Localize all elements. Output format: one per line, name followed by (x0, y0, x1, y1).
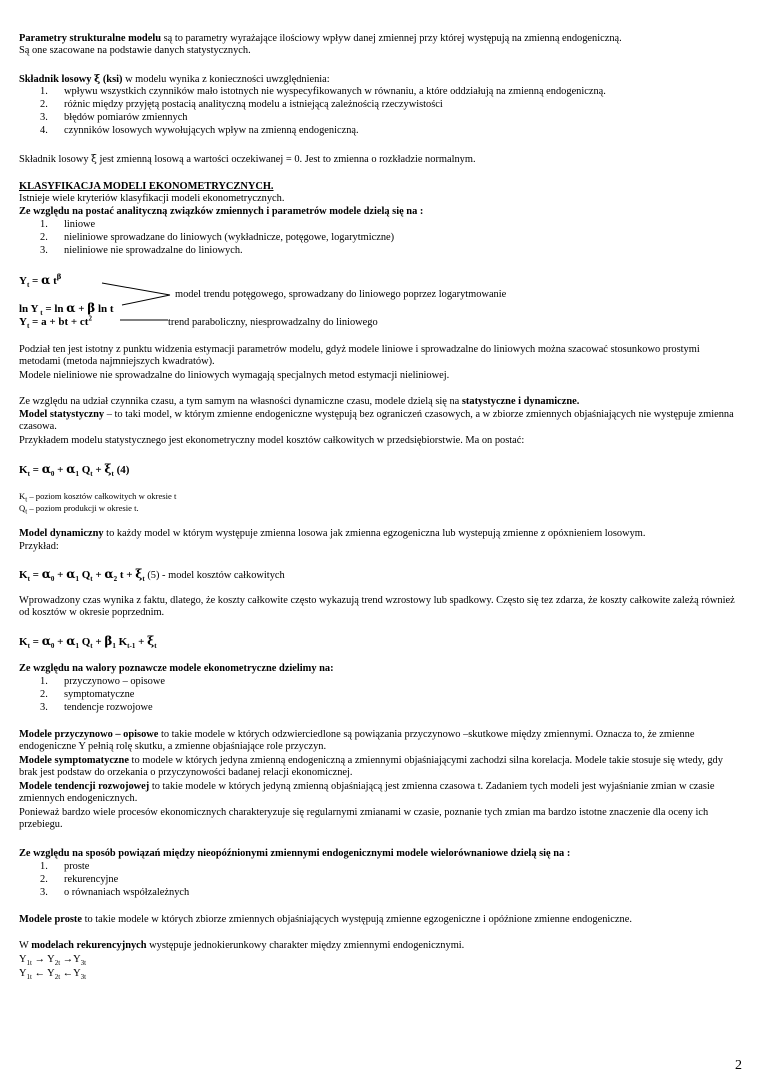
eq-part: Q (78, 569, 91, 581)
alpha-symbol: α (41, 462, 51, 476)
sub: t (25, 495, 28, 504)
arrow-left-icon: ←Y (60, 968, 81, 979)
list-text: błędów pomiarów zmiennych (64, 112, 188, 123)
alpha-symbol: α (66, 634, 76, 648)
alpha-symbol: α (104, 567, 114, 581)
list-text: o równaniach współzależnych (64, 887, 190, 898)
subheading: Ze względu na walory poznawcze modele ekonometryczne dzielimy na: (19, 663, 334, 674)
eq-sub: 1 (112, 642, 116, 651)
beta-symbol: β (56, 272, 62, 282)
eq-sub: t (90, 470, 93, 479)
recursive-chain-backward (19, 968, 738, 980)
sub: 2t (54, 959, 61, 968)
eq-part: Q (78, 636, 91, 648)
subheading: Ze względu na postać analityczną związków zmiennych i parametrów modele dzielą się na : (19, 206, 424, 217)
eq-sub: t (26, 322, 30, 331)
alpha-symbol: α (66, 301, 76, 315)
eq-sub: t (154, 642, 157, 651)
list-text: nieliniowe nie sprowadzalne do liniowych. (64, 245, 243, 256)
list-number: 2. (40, 689, 48, 700)
text: w modelu wynika z konieczności uwzględnienia: (122, 74, 330, 85)
label-trend-potegowy: model trendu potęgowego, sprowadzany do liniowego poprzez logarytmowanie (175, 289, 507, 300)
term-model-statystyczny: Model statystyczny (19, 409, 105, 420)
eq-part: = (29, 275, 42, 287)
list-text: wpływu wszystkich czynników mało istotnych nie wyspecyfikowanych w równaniu, a które oddziałują na zmienną endogeniczną. (64, 86, 606, 97)
text: Y (19, 954, 27, 965)
eq-part: = (29, 569, 42, 581)
text: Q (19, 503, 26, 513)
eq-part: + (92, 569, 105, 581)
eq-part: + (92, 636, 105, 648)
klasyfikacja-line1: Istnieje wiele kryteriów klasyfikacji modeli ekonometrycznych. (19, 193, 285, 204)
sub: 1t (26, 973, 32, 982)
eq-part: K (19, 569, 28, 581)
przyklad-label: Przykład: (19, 541, 59, 552)
sub: 1t (26, 959, 32, 968)
term: statystyczne i dynamiczne. (461, 396, 580, 407)
eq-sub: t (90, 575, 93, 584)
subheading: Ze względu na sposób powiązań między nieopóźnionymi zmiennymi endogenicznymi modele wielorównaniowe dzielą się na : (19, 848, 571, 859)
text: to modele w których jedyna zmienną endogeniczną a zmiennymi objaśniającymi zachodzi silna korelacja. Modele takie stosuje się wtedy, gdy brak jest podstaw do orzekania o przyczynowości badanej relacji ekonomicznej. (19, 755, 723, 778)
eq-sub: t-1 (127, 642, 136, 651)
list-number: 3. (40, 887, 48, 898)
eq-sub: t (142, 575, 145, 584)
term: modelach rekurencyjnych (31, 940, 147, 951)
text: – poziom kosztów całkowitych w okresie t (27, 491, 177, 501)
eq-sub: t (27, 470, 30, 479)
list-number: 2. (40, 232, 48, 243)
eq-part: Y (19, 316, 27, 328)
sub: 3t (80, 959, 87, 968)
xi-symbol: ξ (104, 462, 112, 476)
list-number: 1. (40, 861, 48, 872)
equation-4 (19, 462, 129, 477)
alpha-symbol: α (41, 273, 51, 287)
text: jest zmienną losową a wartości oczekiwanej = 0. Jest to zmienna o rozkładzie normalnym. (96, 154, 476, 165)
parametry-paragraph-line2: Są one szacowane na podstawie danych statystycznych. (19, 45, 251, 56)
list-number: 2. (40, 874, 48, 885)
beta-symbol: β (87, 301, 96, 315)
eq-part: + (135, 636, 148, 648)
list-number: 2. (40, 99, 48, 110)
eq-part: K (19, 464, 28, 476)
text: to takie modele w których zbiorze zmiennych objaśniających występują zmienne egzogeniczne i opóźnione zmienne endogeniczne. (82, 914, 632, 925)
xi-symbol: ξ (91, 153, 97, 165)
list-text: rekurencyjne (64, 874, 119, 885)
term: Modele przyczynowo – opisowe (19, 729, 159, 740)
eq-sub: 1 (75, 642, 79, 651)
eq-part: Y (19, 275, 27, 287)
heading: KLASYFIKACJA MODELI EKONOMETRYCZNYCH. (19, 181, 274, 192)
term: Składnik losowy (19, 74, 95, 85)
text: to takie modele w których odzwierciedlone są powiązania przyczynowo –skutkowe między zmiennymi. Oznacza to, że zmienne endogeniczne Y pełnią rolę skutku, a zmienne objaśniające role przyczyn. (19, 729, 695, 752)
arrow-left-icon: ← Y (31, 968, 55, 979)
czas-paragraph-line1 (19, 396, 738, 408)
alpha-symbol: α (66, 462, 76, 476)
eq-sub: 0 (50, 642, 55, 651)
eq-part: = ln (42, 303, 67, 315)
list-number: 3. (40, 112, 48, 123)
text: to każdy model w którym występuje zmienna losowa jak zmienna egzogeniczna lub wystepują zmienne z opóxnieniem losowym. (103, 528, 646, 539)
eq-part: K (115, 636, 128, 648)
eq-sub: 2 (113, 575, 118, 584)
sub: 3t (80, 973, 87, 982)
eq-sub: t (38, 309, 43, 318)
list-number: 4. (40, 125, 48, 136)
eq-sub: 1 (75, 470, 79, 479)
eq-part: ln t (95, 303, 114, 315)
modele-tendencji-rozwojowej (19, 781, 738, 805)
list-text: przyczynowo – opisowe (64, 676, 165, 687)
wprowadzony-czas-paragraph: Wprowadzony czas wynika z faktu, dlatego, że koszty całkowite często wykazują trend wzrostowy lub spadkowy. Często się tez zdarza, że koszty całkowite zależą również od kosztów w okresie poprzednim. (19, 595, 735, 618)
eq-sup: 2 (88, 314, 92, 323)
list-number: 1. (40, 86, 48, 97)
skladnik-heading (19, 73, 738, 86)
podzial-paragraph-line2: Modele nieliniowe nie sprowadzalne do liniowych wymagają specjalnych metod estymacji nieliniowej. (19, 370, 450, 381)
term: (ksi) (100, 74, 123, 85)
eq-part: = (29, 636, 42, 648)
eq-part: K (19, 636, 28, 648)
eq-part: + (54, 636, 67, 648)
alpha-symbol: α (66, 567, 76, 581)
alpha-symbol: α (41, 567, 51, 581)
eq-sub: t (26, 281, 30, 290)
xi-symbol: ξ (147, 634, 155, 648)
text: – to taki model, w którym zmienne endogeniczne występują bez ograniczeń czasowych, a w zbiorze zmiennych objaśniających nie występuje zmienna czasowa. (19, 409, 734, 432)
equation-5 (19, 567, 285, 583)
text: są to parametry wyrażające ilościowy wpływ danej zmiennej przy której występują na zmienną endogeniczną. (160, 33, 622, 44)
eq-part: + (75, 303, 88, 315)
equation-parabolic (19, 315, 92, 329)
eq-part: ln Y (19, 303, 39, 315)
list-text: nieliniowe sprowadzane do liniowych (wykładnicze, potęgowe, logarytmiczne) (64, 232, 395, 243)
text: to takie modele w których jedyną zmienną objaśniającą jest zmienna czasowa t. Zadaniem tych modeli jest wyjaśnianie zmian w czasie zmiennych endogenicznych. (19, 781, 715, 804)
term: Modele tendencji rozwojowej (19, 781, 150, 792)
recursive-chain-forward (19, 954, 738, 966)
text: K (19, 491, 26, 501)
parametry-paragraph-line1 (19, 33, 738, 45)
equation-power (19, 273, 61, 288)
eq-part: = (29, 464, 42, 476)
eq-part: t (50, 275, 57, 287)
legend-q (19, 502, 738, 514)
modele-rekurencyjne-def (19, 940, 738, 952)
arrow-right-icon: →Y (60, 954, 81, 965)
sub: t (25, 507, 28, 516)
term: Modele symptomatyczne (19, 755, 129, 766)
equation-number: (4) (113, 464, 130, 476)
page-number: 2 (735, 1058, 742, 1073)
list-text: symptomatyczne (64, 689, 135, 700)
text: Y (19, 968, 27, 979)
list-text: liniowe (64, 219, 96, 230)
connector-line-upper (102, 283, 170, 295)
eq-sub: t (27, 575, 30, 584)
list-text: proste (64, 861, 90, 872)
modele-symptomatyczne (19, 755, 738, 779)
podzial-paragraph: Podział ten jest istotny z punktu widzenia estymacji parametrów modelu, gdyż modele liniowe i sprowadzalne do liniowych można szacować stosunkowo prostymi metodami (metoda najmniejszych kwadratów). (19, 344, 700, 367)
eq-part: + (92, 464, 105, 476)
term-parametry: Parametry strukturalne modelu (19, 33, 161, 44)
walory-poznawcze-heading (19, 663, 738, 675)
wielorownaniowe-heading (19, 848, 738, 860)
text: występuje jednokierunkowy charakter między zmiennymi endogenicznymi. (146, 940, 465, 951)
eq-part: t + (117, 569, 136, 581)
model-dynamiczny-def (19, 528, 738, 540)
text: Ze względu na udział czynnika czasu, a tym samym na własności dynamiczne czasu, modele dzielą się na (19, 396, 462, 407)
arrow-right-icon: → Y (31, 954, 55, 965)
beta-symbol: β (104, 634, 113, 648)
list-number: 3. (40, 702, 48, 713)
xi-symbol: ξ (135, 567, 143, 581)
przyklad-statystyczny: Przykładem modelu statystycznego jest ekonometryczny model kosztów całkowitych w przedsiębiorstwie. Ma on postać: (19, 435, 525, 446)
equation-6 (19, 634, 157, 649)
skladnik-losowy-def (19, 153, 738, 166)
klasyfikacja-heading (19, 181, 738, 193)
eq-part: = a + bt + ct (29, 316, 89, 328)
list-text: czynników losowych wywołujących wpływ na zmienną endogeniczną. (64, 125, 359, 136)
modele-proste-def (19, 914, 738, 926)
eq-sub: t (27, 642, 30, 651)
xi-symbol: ξ (94, 73, 101, 85)
equation-label: (5) - model kosztów całkowitych (144, 570, 285, 581)
ponadto-paragraph: Ponieważ bardzo wiele procesów ekonomicznych charakteryzuje się regularnymi zmianami w czasie, poznanie tych zmian ma bardzo istotne znaczenie dla oceny ich przebiegu. (19, 807, 709, 830)
model-statystyczny-def (19, 409, 738, 433)
modele-przyczynowo-opisowe (19, 729, 738, 753)
list-number: 3. (40, 245, 48, 256)
eq-sub: 1 (75, 575, 79, 584)
alpha-symbol: α (41, 634, 51, 648)
list-text: różnic między przyjętą postacią analityczną modelu a istniejącą zależnością rzeczywistości (64, 99, 443, 110)
eq-sub: 0 (50, 470, 55, 479)
eq-sub: t (90, 642, 93, 651)
eq-part: + (54, 464, 67, 476)
list-number: 1. (40, 676, 48, 687)
eq-part: Q (78, 464, 91, 476)
list-text: tendencje rozwojowe (64, 702, 153, 713)
term-model-dynamiczny: Model dynamiczny (19, 528, 104, 539)
connector-line-lower (122, 295, 170, 305)
text: W (19, 940, 32, 951)
eq-sub: 0 (50, 575, 55, 584)
label-trend-paraboliczny: trend paraboliczny, niesprowadzalny do liniowego (168, 317, 378, 328)
legend-k (19, 490, 738, 502)
text: Składnik losowy (19, 154, 92, 165)
text: – poziom produkcji w okresie t. (27, 503, 139, 513)
list-number: 1. (40, 219, 48, 230)
eq-sub: t (111, 470, 114, 479)
klasyfikacja-bold-line (19, 206, 738, 218)
sub: 2t (54, 973, 61, 982)
term: Modele proste (19, 914, 83, 925)
eq-part: + (54, 569, 67, 581)
